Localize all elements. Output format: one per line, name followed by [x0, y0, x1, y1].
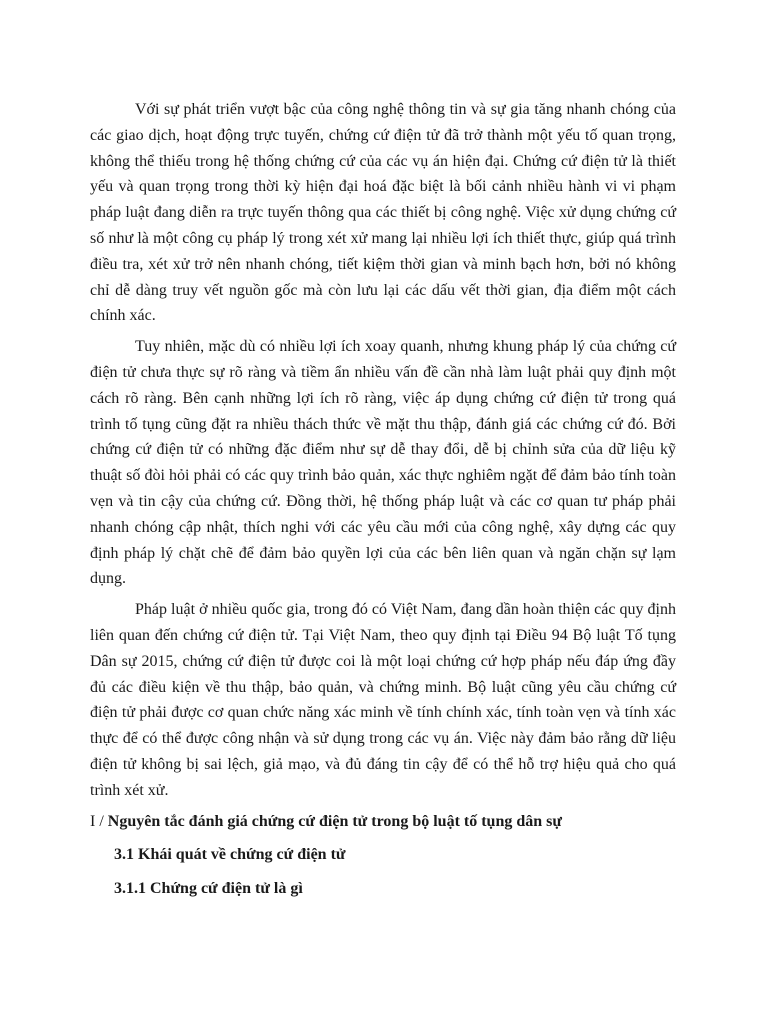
paragraph-1: Với sự phát triển vượt bậc của công nghệ thông tin và sự gia tăng nhanh chóng của các giao dịch, hoạt động trực tuyến, chứng cứ điện tử đã trở thành một yếu tố quan trọng, không thể thiếu trong hệ thống chứng cứ của các vụ án hiện đại. Chứng cứ điện tử là thiết yếu và quan trọng trong thời kỳ hiện đại hoá đặc biệt là bối cảnh nhiều hành vi vi phạm pháp luật đang diễn ra trực tuyến thông qua các thiết bị công nghệ. Việc xử dụng chứng cứ số như là một công cụ pháp lý trong xét xử mang lại nhiều lợi ích thiết thực, giúp quá trình điều tra, xét xử trở nên nhanh chóng, tiết kiệm thời gian và minh bạch hơn, bởi nó không chỉ dễ dàng truy vết nguồn gốc mà còn lưu lại các dấu vết thời gian, địa điểm một cách chính xác. — [90, 101, 676, 325]
subsubsection-heading-title: Chứng cứ điện tử là gì — [150, 880, 303, 898]
subsection-heading — [90, 842, 676, 868]
subsection-heading-title: Khái quát về chứng cứ điện tử — [138, 846, 346, 864]
document-page — [90, 97, 676, 902]
section-heading — [90, 809, 676, 835]
subsubsection-heading — [90, 876, 676, 902]
subsubsection-heading-number: 3.1.1 — [114, 880, 146, 898]
paragraph-3: Pháp luật ở nhiều quốc gia, trong đó có Việt Nam, đang dần hoàn thiện các quy định liên quan đến chứng cứ điện tử. Tại Việt Nam, theo quy định tại Điều 94 Bộ luật Tố tụng Dân sự 2015, chứng cứ điện tử được coi là một loại chứng cứ hợp pháp nếu đáp ứng đầy đủ các điều kiện về thu thập, bảo quản, và chứng minh. Bộ luật cũng yêu cầu chứng cứ điện tử phải được cơ quan chức năng xác minh về tính chính xác, tính toàn vẹn và tính xác thực để có thể được công nhận và sử dụng trong các vụ án. Việc này đảm bảo rằng dữ liệu điện tử không bị sai lệch, giả mạo, và đủ đáng tin cậy để có thể hỗ trợ hiệu quả cho quá trình xét xử. — [90, 601, 676, 799]
section-heading-prefix: I / — [90, 812, 108, 830]
section-heading-title: Nguyên tắc đánh giá chứng cứ điện tử trong bộ luật tố tụng dân sự — [107, 812, 562, 830]
paragraph-2: Tuy nhiên, mặc dù có nhiều lợi ích xoay quanh, nhưng khung pháp lý của chứng cứ điện tử chưa thực sự rõ ràng và tiềm ẩn nhiều vấn đề cần nhà làm luật phải quy định một cách rõ ràng. Bên cạnh những lợi ích rõ ràng, việc áp dụng chứng cứ điện tử trong quá trình tố tụng cũng đặt ra nhiều thách thức về mặt thu thập, đánh giá các chứng cứ đó. Bởi chứng cứ điện tử có những đặc điểm như sự dễ thay đổi, dễ bị chỉnh sửa của dữ liệu kỹ thuật số đòi hỏi phải có các quy trình bảo quản, xác thực nghiêm ngặt để đảm bảo tính toàn vẹn và tin cậy của chứng cứ. Đồng thời, hệ thống pháp luật và các cơ quan tư pháp phải nhanh chóng cập nhật, thích nghi với các yêu cầu mới của công nghệ, xây dựng các quy định pháp lý chặt chẽ để đảm bảo quyền lợi của các bên liên quan và ngăn chặn sự lạm dụng. — [90, 338, 676, 588]
subsection-heading-number: 3.1 — [114, 846, 134, 864]
